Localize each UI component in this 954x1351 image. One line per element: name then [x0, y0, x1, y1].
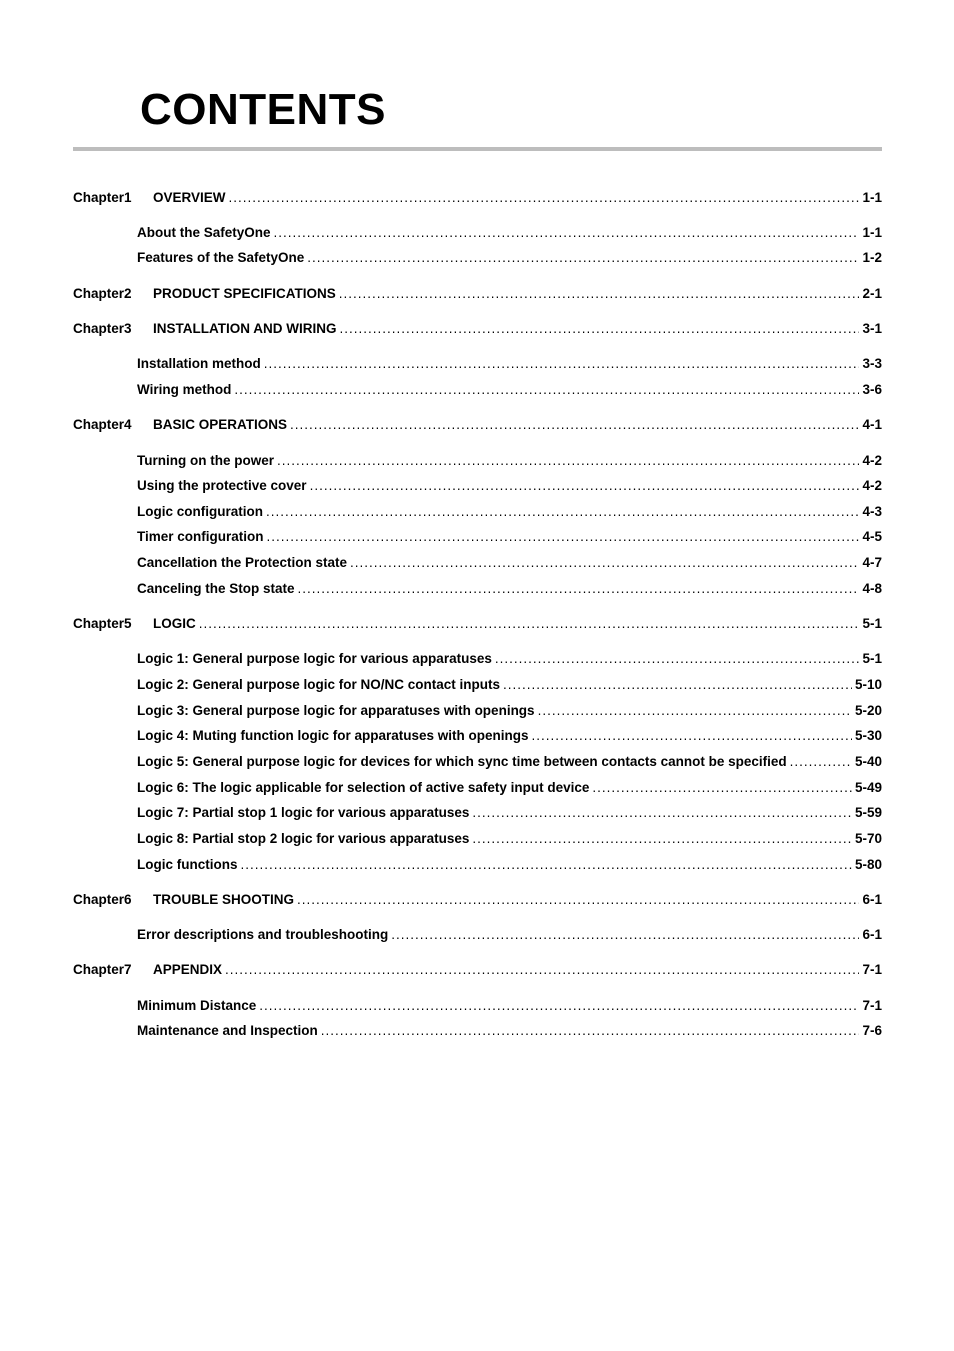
entry-title: APPENDIX — [153, 962, 223, 977]
dot-leader — [495, 650, 860, 668]
toc-section-entry[interactable] — [73, 650, 882, 668]
entry-title: Turning on the power — [137, 453, 274, 468]
page-number: 4-3 — [862, 504, 882, 519]
page-title: CONTENTS — [140, 85, 386, 134]
dot-leader — [391, 926, 859, 944]
dot-leader — [503, 676, 852, 694]
dot-leader — [592, 779, 852, 797]
toc-section-entry[interactable] — [73, 926, 882, 944]
toc-section-entry[interactable] — [73, 224, 882, 242]
page-number: 5-10 — [854, 677, 882, 692]
dot-leader — [790, 753, 852, 771]
entry-title: Logic 7: Partial stop 1 logic for various apparatuses — [137, 805, 470, 820]
entry-title: PRODUCT SPECIFICATIONS — [153, 286, 336, 301]
dot-leader — [259, 997, 859, 1015]
dot-leader — [234, 381, 859, 399]
page-number: 5-20 — [854, 703, 882, 718]
toc-section-entry[interactable] — [73, 702, 882, 720]
dot-leader — [229, 189, 860, 207]
toc-chapter-entry[interactable] — [73, 961, 882, 979]
entry-title: BASIC OPERATIONS — [153, 417, 288, 432]
entry-title: Logic 2: General purpose logic for NO/NC contact inputs — [137, 677, 501, 692]
dot-leader — [339, 285, 860, 303]
toc-section-entry[interactable] — [73, 1022, 882, 1040]
toc-chapter-entry[interactable] — [73, 285, 882, 303]
chapter-number: Chapter3 — [73, 321, 132, 336]
entry-title: Logic 5: General purpose logic for devices for which sync time between contacts cannot be specified — [137, 754, 787, 769]
chapter-number: Chapter4 — [73, 417, 132, 432]
entry-title: About the SafetyOne — [137, 225, 271, 240]
toc-section-entry[interactable] — [73, 779, 882, 797]
dot-leader — [538, 702, 852, 720]
entry-title: Features of the SafetyOne — [137, 250, 305, 265]
dot-leader — [472, 830, 852, 848]
toc-chapter-entry[interactable] — [73, 891, 882, 909]
toc-section-entry[interactable] — [73, 997, 882, 1015]
entry-title: OVERVIEW — [153, 190, 226, 205]
toc-section-entry[interactable] — [73, 554, 882, 572]
page-number: 7-6 — [862, 1023, 882, 1038]
page-number: 4-2 — [862, 478, 882, 493]
entry-title: Wiring method — [137, 382, 232, 397]
entry-title: Logic 6: The logic applicable for selection of active safety input device — [137, 780, 590, 795]
chapter-number: Chapter2 — [73, 286, 132, 301]
page-number: 5-49 — [854, 780, 882, 795]
toc-section-entry[interactable] — [73, 856, 882, 874]
toc-chapter-entry[interactable] — [73, 320, 882, 338]
entry-title: Error descriptions and troubleshooting — [137, 927, 389, 942]
entry-title: Logic 4: Muting function logic for apparatuses with openings — [137, 728, 529, 743]
dot-leader — [264, 355, 860, 373]
title-divider — [73, 147, 882, 151]
entry-title: Logic 8: Partial stop 2 logic for various apparatuses — [137, 831, 470, 846]
page-number: 5-40 — [854, 754, 882, 769]
page-number: 1-2 — [862, 250, 882, 265]
toc-section-entry[interactable] — [73, 452, 882, 470]
page-number: 7-1 — [862, 998, 882, 1013]
toc-section-entry[interactable] — [73, 503, 882, 521]
page-number: 5-1 — [862, 616, 882, 631]
toc-section-entry[interactable] — [73, 727, 882, 745]
dot-leader — [274, 224, 860, 242]
entry-title: Logic 1: General purpose logic for various apparatuses — [137, 651, 492, 666]
toc-section-entry[interactable] — [73, 676, 882, 694]
toc-chapter-entry[interactable] — [73, 615, 882, 633]
page-number: 5-30 — [854, 728, 882, 743]
page-number: 4-8 — [862, 581, 882, 596]
toc-section-entry[interactable] — [73, 830, 882, 848]
dot-leader — [350, 554, 859, 572]
entry-title: Logic configuration — [137, 504, 263, 519]
entry-title: Installation method — [137, 356, 261, 371]
dot-leader — [297, 891, 859, 909]
page-number: 6-1 — [862, 927, 882, 942]
dot-leader — [307, 249, 859, 267]
page-number: 1-1 — [862, 190, 882, 205]
entry-title: Maintenance and Inspection — [137, 1023, 318, 1038]
page-number: 5-59 — [854, 805, 882, 820]
chapter-number: Chapter7 — [73, 962, 132, 977]
toc-section-entry[interactable] — [73, 381, 882, 399]
dot-leader — [472, 804, 852, 822]
page-number: 1-1 — [862, 225, 882, 240]
page-number: 5-1 — [862, 651, 882, 666]
page-number: 3-1 — [862, 321, 882, 336]
dot-leader — [298, 580, 860, 598]
entry-title: Cancellation the Protection state — [137, 555, 348, 570]
toc-section-entry[interactable] — [73, 249, 882, 267]
dot-leader — [277, 452, 860, 470]
toc-section-entry[interactable] — [73, 804, 882, 822]
entry-title: Timer configuration — [137, 529, 264, 544]
dot-leader — [225, 961, 859, 979]
dot-leader — [241, 856, 852, 874]
toc-chapter-entry[interactable] — [73, 416, 882, 434]
page-number: 5-70 — [854, 831, 882, 846]
page-number: 4-2 — [862, 453, 882, 468]
page-number: 4-5 — [862, 529, 882, 544]
chapter-number: Chapter6 — [73, 892, 132, 907]
toc-section-entry[interactable] — [73, 580, 882, 598]
page-number: 3-3 — [862, 356, 882, 371]
dot-leader — [267, 528, 860, 546]
dot-leader — [290, 416, 859, 434]
entry-title: Minimum Distance — [137, 998, 257, 1013]
dot-leader — [532, 727, 852, 745]
page-number: 4-1 — [862, 417, 882, 432]
entry-title: LOGIC — [153, 616, 196, 631]
dot-leader — [321, 1022, 860, 1040]
entry-title: Using the protective cover — [137, 478, 307, 493]
dot-leader — [266, 503, 859, 521]
page-number: 4-7 — [862, 555, 882, 570]
toc-section-entry[interactable] — [73, 355, 882, 373]
dot-leader — [199, 615, 860, 633]
chapter-number: Chapter1 — [73, 190, 132, 205]
page-number: 6-1 — [862, 892, 882, 907]
page-number: 7-1 — [862, 962, 882, 977]
entry-title: TROUBLE SHOOTING — [153, 892, 294, 907]
entry-title: Logic 3: General purpose logic for apparatuses with openings — [137, 703, 535, 718]
toc-section-entry[interactable] — [73, 528, 882, 546]
toc-section-entry[interactable] — [73, 477, 882, 495]
entry-title: INSTALLATION AND WIRING — [153, 321, 337, 336]
dot-leader — [310, 477, 860, 495]
toc-chapter-entry[interactable] — [73, 189, 882, 207]
chapter-number: Chapter5 — [73, 616, 132, 631]
entry-title: Canceling the Stop state — [137, 581, 295, 596]
page-number: 5-80 — [854, 857, 882, 872]
dot-leader — [339, 320, 859, 338]
entry-title: Logic functions — [137, 857, 238, 872]
page-number: 2-1 — [862, 286, 882, 301]
page-number: 3-6 — [862, 382, 882, 397]
toc-section-entry[interactable] — [73, 753, 882, 771]
